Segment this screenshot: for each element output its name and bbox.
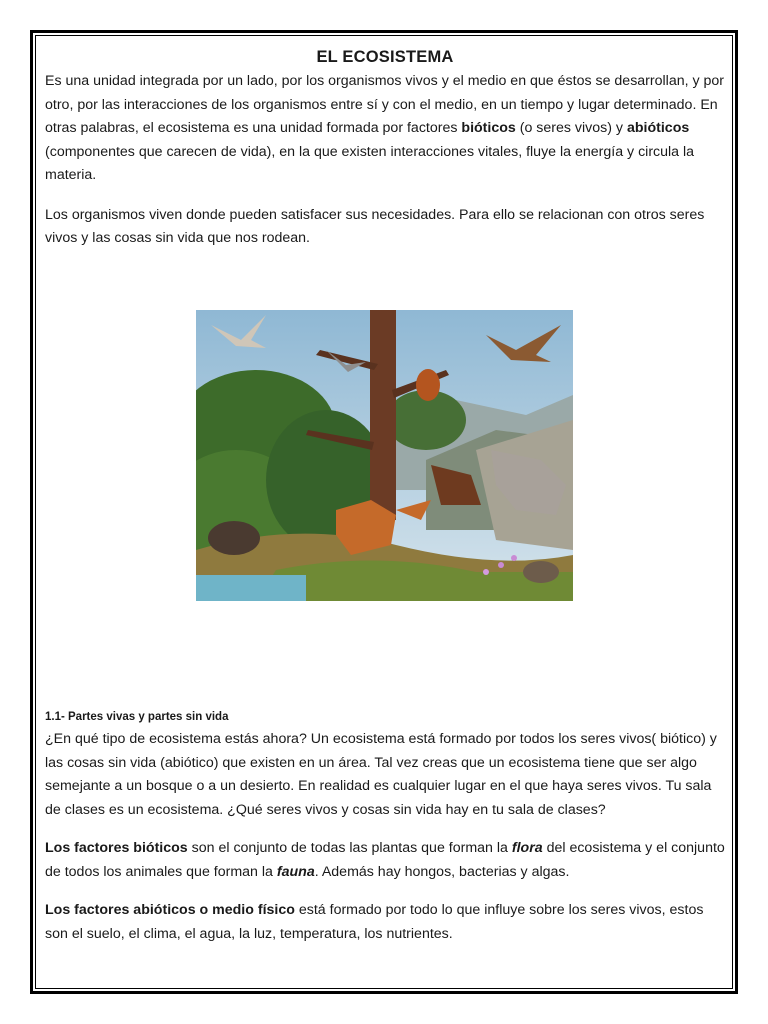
intro-text-a: Es una unidad integrada por un lado, por los organismos vivos y el medio en que éstos se desarrollan, y por otro, por las interacciones de los organismos entre sí y con el medio, en un tiempo y lugar determinado. En otras palabras, el ecosistema es una unidad formada por factores [45, 73, 725, 136]
term-abioticos: abióticos [626, 120, 690, 136]
term-fauna: fauna [276, 863, 315, 880]
term-bioticos: bióticos [461, 120, 516, 136]
text-a: son el conjunto de todas las plantas que forman la [187, 840, 512, 856]
intro-text-c: (o seres vivos) y [515, 120, 627, 136]
page-title: EL ECOSISTEMA [316, 48, 454, 66]
section-heading: 1.1- Partes vivas y partes sin vida [45, 711, 229, 723]
term-factores-abioticos: Los factores abióticos o medio físico [45, 902, 295, 918]
section-paragraph-3 [45, 899, 725, 946]
intro-paragraph-1 [45, 70, 725, 188]
text-c: . Además hay hongos, bacterias y algas. [314, 863, 570, 880]
term-factores-bioticos: Los factores bióticos [45, 840, 188, 856]
section-partes-vivas [45, 708, 725, 961]
intro-text-d: (componentes que carecen de vida), en la que existen interacciones vitales, fluye la energía y circula la materia. [45, 143, 695, 183]
section-paragraph-1: ¿En qué tipo de ecosistema estás ahora? Un ecosistema está formado por todos los seres vivos( biótico) y las cosas sin vida (abiótico) que existen en un área. Tal vez creas que un ecosistema tiene que ser algo semejante a un bosque o a un desierto. En realidad es cualquier lugar en el que haya seres vivos. Tu sala de clases es un ecosistema. ¿Qué seres vivos y cosas sin vida hay en tu sala de clases? [45, 731, 717, 818]
intro-section [45, 48, 725, 251]
text-a: está formado por todo lo que influye sobre los seres vivos, estos son el suelo, el clima, el agua, la luz, temperatura, los nutrientes. [45, 902, 704, 942]
ecosystem-image [196, 310, 573, 601]
text-b: del ecosistema y el conjunto de todos los animales que forman la [45, 840, 725, 880]
section-paragraph-2 [45, 837, 725, 884]
intro-paragraph-2: Los organismos viven donde pueden satisfacer sus necesidades. Para ello se relacionan con otros seres vivos y las cosas sin vida que nos rodean. [45, 206, 705, 246]
term-flora: flora [511, 840, 543, 856]
